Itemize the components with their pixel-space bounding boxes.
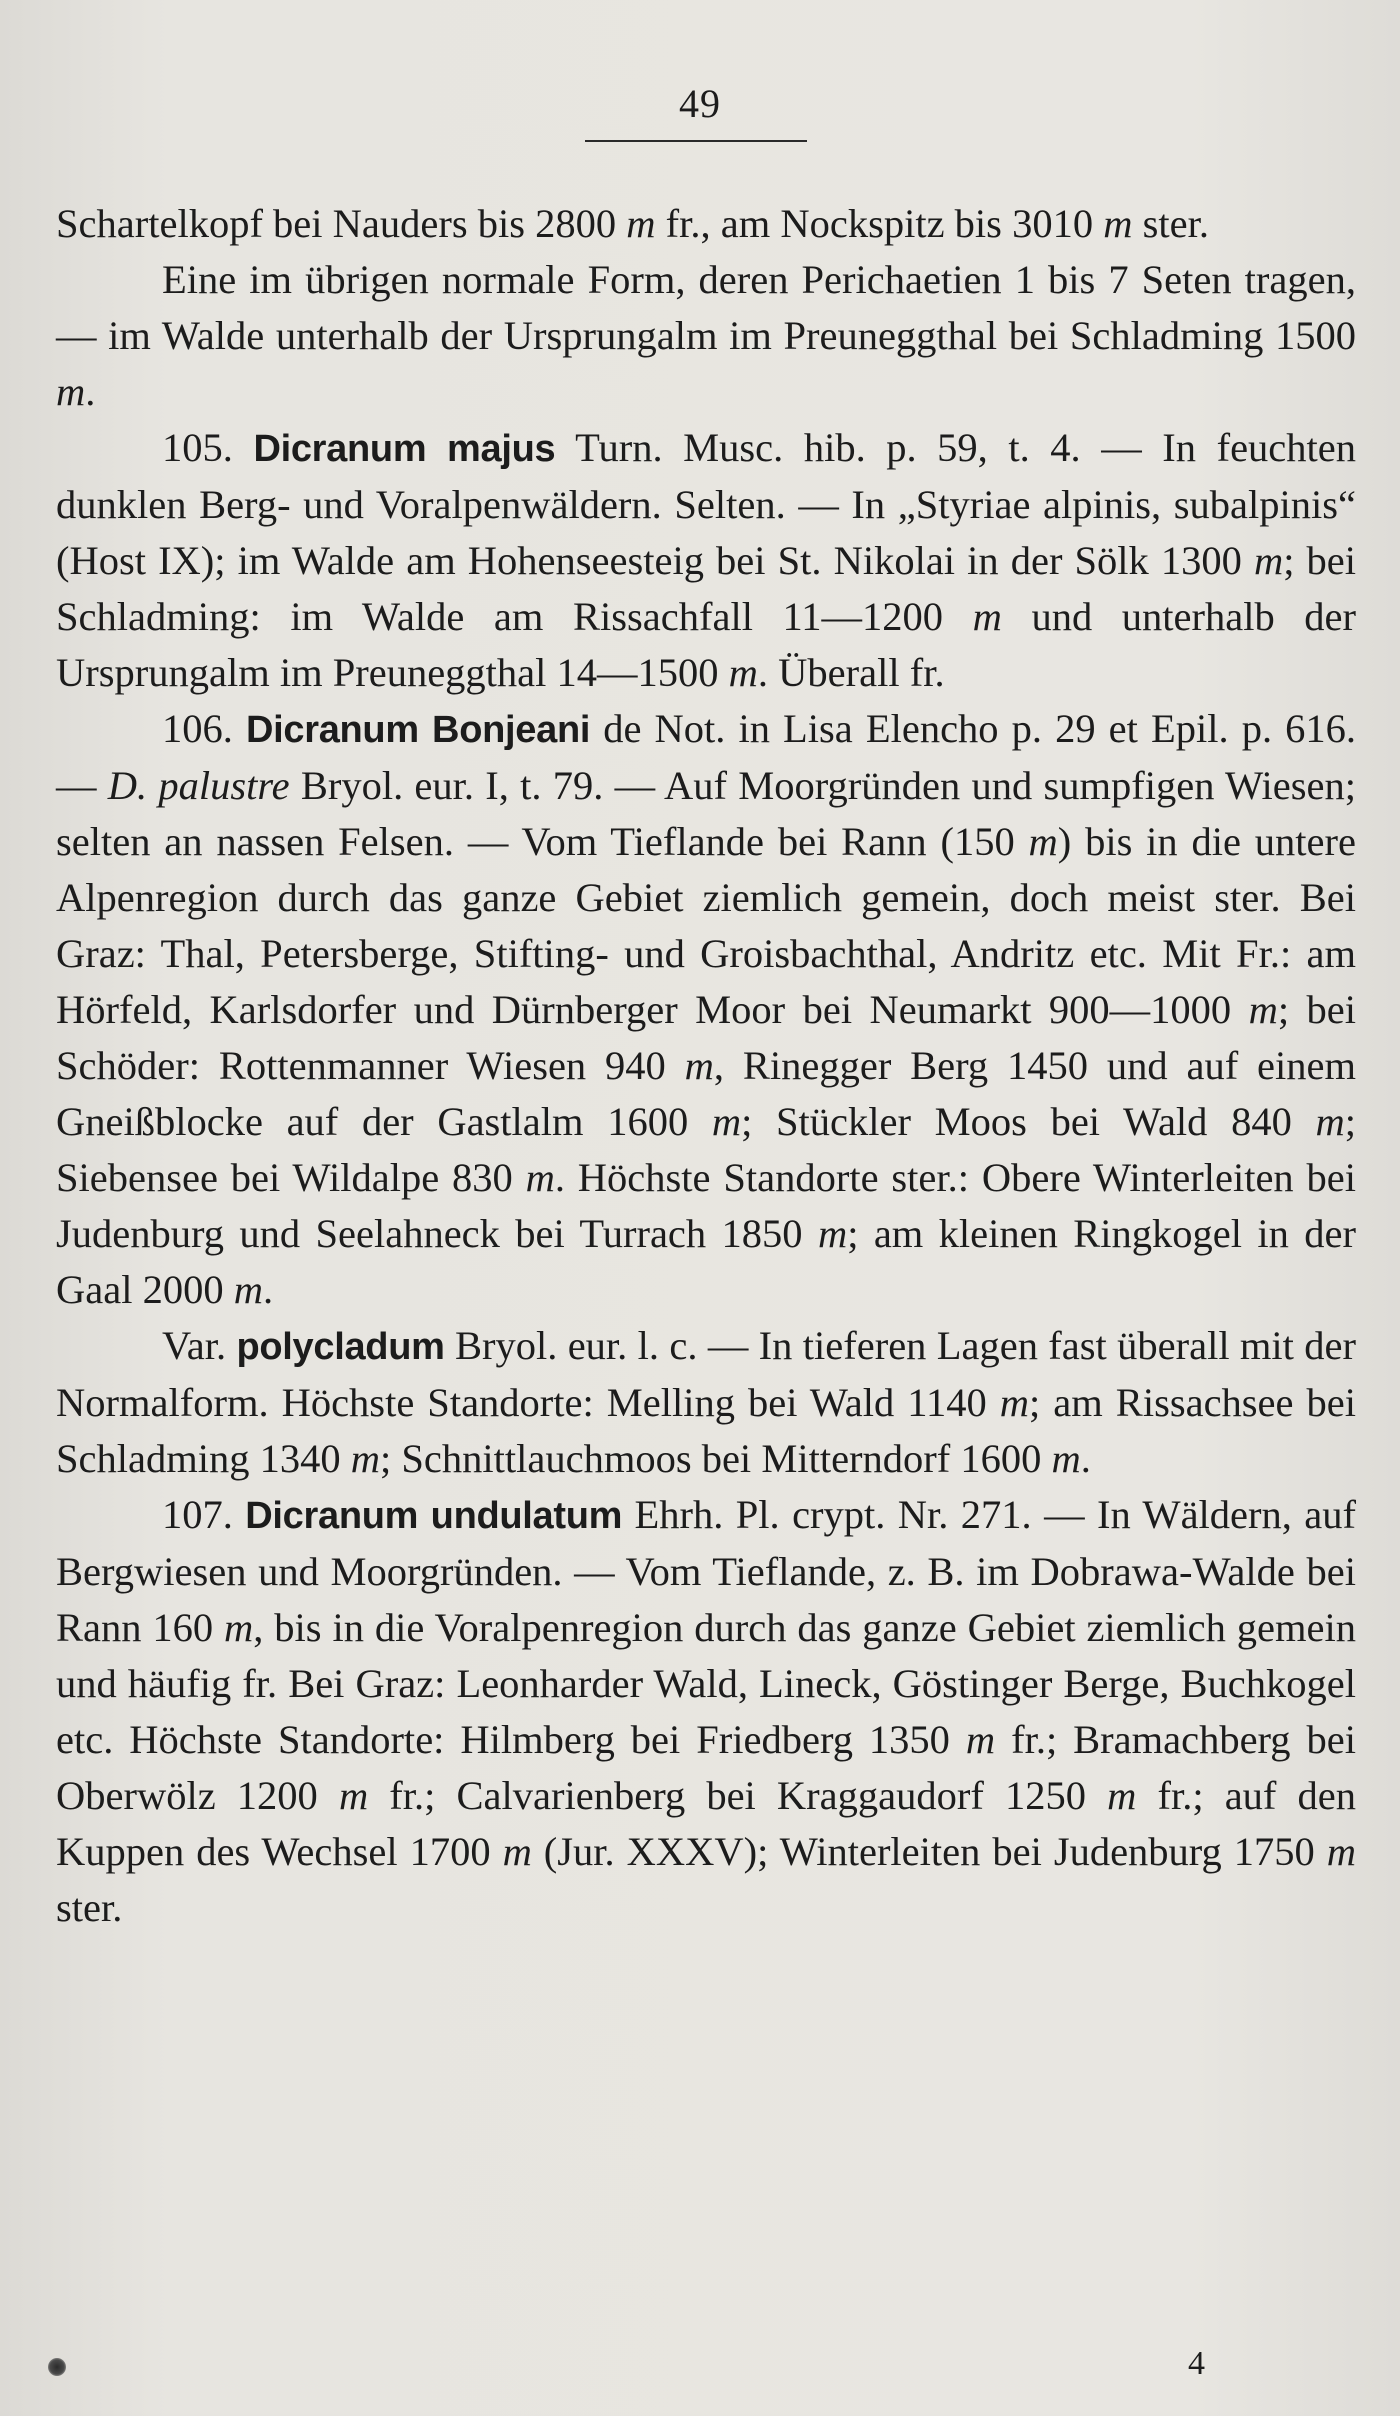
unit-meter: m xyxy=(1051,1436,1081,1481)
unit-meter: m xyxy=(502,1829,532,1874)
unit-meter: m xyxy=(1107,1773,1137,1818)
unit-meter: m xyxy=(965,1717,996,1762)
entry-number: 106. xyxy=(162,706,246,751)
text-run: ; bei Schladming: im Walde am Rissachfall 11—1200 xyxy=(56,538,1357,639)
species-name: Dicranum majus xyxy=(253,428,556,470)
unit-meter: m xyxy=(728,650,758,695)
unit-meter: m xyxy=(1028,819,1058,864)
unit-meter: m xyxy=(972,594,1002,639)
text-run: de Not. in Lisa Elencho p. 29 et Epil. p. 616. — xyxy=(56,706,1357,808)
text-run: . xyxy=(262,1267,274,1312)
text-run: ) bis in die untere Alpenregion durch das ganze Gebiet ziemlich gemein, doch meist ster. Bei Graz: Thal, Petersberge, Stifting- und Groisbachthal, Andritz etc. Mit Fr.: am Hörfeld, Karlsdorfer und Dürnberger Moor bei Neumarkt 900—1000 xyxy=(56,819,1356,1032)
text-run: fr.; Bramachberg bei Oberwölz 1200 xyxy=(56,1717,1356,1818)
unit-meter: m xyxy=(1326,1829,1357,1874)
text-run: ; am kleinen Ringkogel in der Gaal 2000 xyxy=(56,1211,1356,1312)
ink-spot xyxy=(48,2358,66,2376)
text-run: ; am Rissachsee bei Schladming 1340 xyxy=(56,1380,1356,1481)
text-run: Bryol. eur. l. c. — In tieferen Lagen fast überall mit der Normalform. Höchste Standorte: Melling bei Wald 1140 xyxy=(56,1323,1356,1425)
unit-meter: m xyxy=(999,1380,1030,1425)
unit-meter: m xyxy=(1103,201,1133,246)
text-run: ; Stückler Moos bei Wald 840 xyxy=(741,1099,1316,1144)
entry-106 xyxy=(56,701,1356,1318)
unit-meter: m xyxy=(626,201,656,246)
unit-meter: m xyxy=(525,1155,555,1200)
text-run: fr.; Calvarienberg bei Kraggaudorf 1250 xyxy=(368,1773,1108,1818)
text-run: (Jur. XXXV); Winterleiten bei Judenburg 1750 xyxy=(531,1829,1327,1874)
text-run: , bis in die Voralpenregion durch das ganze Gebiet ziemlich gemein und häufig fr. Bei Graz: Leonharder Wald, Lineck, Göstinger Berge, Buchkogel etc. Höchste Standorte: Hilmberg bei Friedberg 1350 xyxy=(56,1605,1356,1762)
text-run: . xyxy=(85,369,96,414)
text-run: , Rinegger Berg 1450 und auf einem Gneißblocke auf der Gastlalm 1600 xyxy=(56,1043,1356,1144)
species-name: Dicranum undulatum xyxy=(245,1495,623,1537)
text-run: Eine im übrigen normale Form, deren Perichaetien 1 bis 7 Seten tragen, — im Walde unterhalb der Ursprungalm im Preuneggthal bei Schladming 1500 xyxy=(56,257,1356,358)
unit-meter: m xyxy=(350,1436,380,1481)
variety-name: polycladum xyxy=(236,1326,445,1368)
entry-number: 107. xyxy=(162,1492,246,1537)
text-run: ; Siebensee bei Wildalpe 830 xyxy=(56,1099,1357,1200)
text-run: Bryol. eur. I, t. 79. — Auf Moorgründen und sumpfigen Wiesen; selten an nassen Felsen. — Vom Tieflande bei Rann (150 xyxy=(56,763,1357,864)
page-number-rule xyxy=(585,140,807,142)
species-name: Dicranum Bonjeani xyxy=(245,709,591,751)
unit-meter: m xyxy=(233,1267,263,1312)
unit-meter: m xyxy=(684,1043,714,1088)
unit-meter: m xyxy=(1315,1099,1345,1144)
unit-meter: m xyxy=(224,1605,254,1650)
entry-105 xyxy=(56,420,1356,701)
page-number: 49 xyxy=(679,81,721,126)
unit-meter: m xyxy=(56,369,86,414)
synonym-name: D. palustre xyxy=(107,763,290,808)
text-run: ; Schnittlauchmoos bei Mitterndorf 1600 xyxy=(379,1436,1052,1481)
paragraph-form-note xyxy=(56,252,1356,420)
page-body xyxy=(56,196,1356,1936)
text-run: ster. xyxy=(1132,201,1209,246)
unit-meter: m xyxy=(1248,987,1278,1032)
unit-meter: m xyxy=(817,1211,848,1256)
variety-label: Var. xyxy=(162,1323,237,1368)
unit-meter: m xyxy=(711,1099,742,1144)
text-run: fr., am Nockspitz bis 3010 xyxy=(655,201,1104,246)
text-run: . xyxy=(1080,1436,1091,1481)
text-run: . Höchste Standorte ster.: Obere Winterleiten bei Judenburg und Seelahneck bei Turrach 1850 xyxy=(56,1155,1356,1256)
text-run: fr.; auf den Kuppen des Wechsel 1700 xyxy=(56,1773,1357,1874)
printer-signature-mark: 4 xyxy=(1188,2345,1205,2382)
unit-meter: m xyxy=(1253,538,1284,583)
text-run: Ehrh. Pl. crypt. Nr. 271. — In Wäldern, auf Bergwiesen und Moorgründen. — Vom Tieflande, z. B. im Dobrawa-Walde bei Rann 160 xyxy=(56,1492,1356,1650)
paragraph-continuation xyxy=(56,196,1356,252)
text-run: Schartelkopf bei Nauders bis 2800 xyxy=(56,201,627,246)
entry-107 xyxy=(56,1487,1356,1936)
unit-meter: m xyxy=(338,1773,369,1818)
text-run: . Überall fr. xyxy=(757,650,945,695)
text-run: und unterhalb der Ursprungalm im Preuneggthal 14—1500 xyxy=(56,594,1357,695)
text-run: ster. xyxy=(56,1885,123,1930)
text-run: ; bei Schöder: Rottenmanner Wiesen 940 xyxy=(56,987,1356,1088)
entry-number: 105. xyxy=(162,425,254,470)
text-run: Turn. Musc. hib. p. 59, t. 4. — In feuchten dunklen Berg- und Voralpenwäldern. Selten. — In „Styriae alpinis, subalpinis“ (Host IX); im Walde am Hohenseesteig bei St. Nikolai in der Sölk 1300 xyxy=(56,425,1357,583)
entry-106-variety xyxy=(56,1318,1356,1487)
